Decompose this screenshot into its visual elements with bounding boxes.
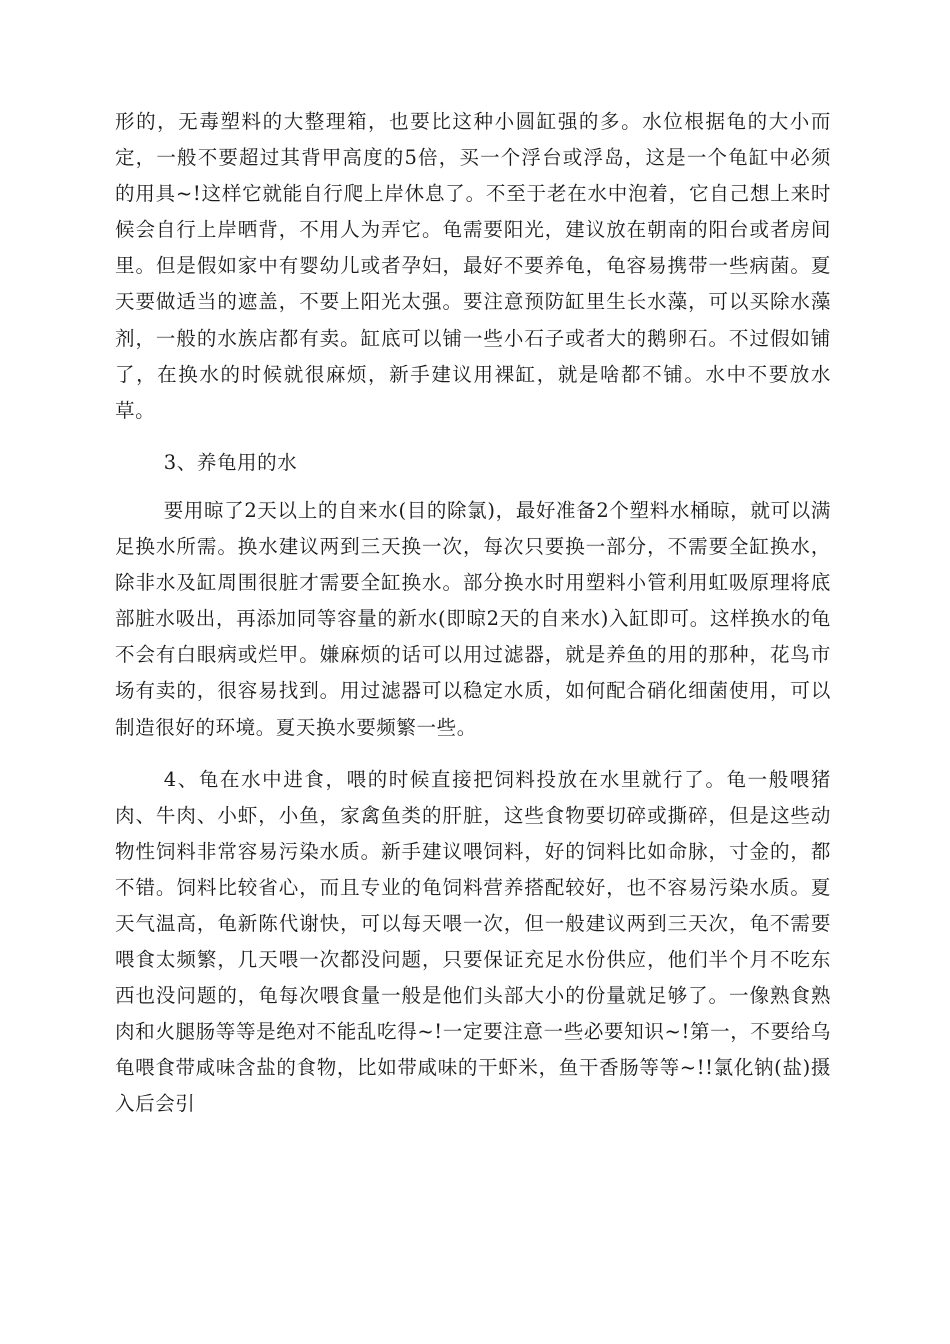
paragraph-feeding: 4、龟在水中进食，喂的时候直接把饲料投放在水里就行了。龟一般喂猪肉、牛肉、小虾，小鱼，家禽鱼类的肝脏，这些食物要切碎或撕碎，但是这些动物性饲料非常容易污染水质。新手建议喂饲料，好的饲料比如命脉，寸金的，都不错。饲料比较省心，而且专业的龟饲料营养搭配较好，也不容易污染水质。夏天气温高，龟新陈代谢快，可以每天喂一次，但一般建议两到三天次，龟不需要喂食太频繁，几天喂一次都没问题，只要保证充足水份供应，他们半个月不吃东西也没问题的，龟每次喂食量一般是他们头部大小的份量就足够了。一像熟食熟肉和火腿肠等等是绝对不能乱吃得~!一定要注意一些必要知识~!第一，不要给乌龟喂食带咸味含盐的食物，比如带咸味的干虾米，鱼干香肠等等~!!氯化钠(盐)摄入后会引: [115, 767, 831, 1116]
paragraph-tank-setup: 形的，无毒塑料的大整理箱，也要比这种小圆缸强的多。水位根据龟的大小而定，一般不要超过其背甲高度的5倍，买一个浮台或浮岛，这是一个龟缸中必须的用具~!这样它就能自行爬上岸休息了。不至于老在水中泡着，它自己想上来时候会自行上岸晒背，不用人为弄它。龟需要阳光，建议放在朝南的阳台或者房间里。但是假如家中有婴幼儿或者孕妇，最好不要养龟，龟容易携带一些病菌。夏天要做适当的遮盖，不要上阳光太强。要注意预防缸里生长水藻，可以买除水藻剂，一般的水族店都有卖。缸底可以铺一些小石子或者大的鹅卵石。不过假如铺了，在换水的时候就很麻烦，新手建议用裸缸，就是啥都不铺。水中不要放水草。: [115, 110, 831, 422]
section-heading-water: 3、养龟用的水: [163, 450, 298, 474]
document-page: [115, 104, 831, 1123]
paragraph-water: 要用晾了2天以上的自来水(目的除氯)，最好准备2个塑料水桶晾，就可以满足换水所需。换水建议两到三天换一次，每次只要换一部分，不需要全缸换水，除非水及缸周围很脏才需要全缸换水。部分换水时用塑料小管利用虹吸原理将底部脏水吸出，再添加同等容量的新水(即晾2天的自来水)入缸即可。这样换水的龟不会有白眼病或烂甲。嫌麻烦的话可以用过滤器，就是养鱼的用的那种，花鸟市场有卖的，很容易找到。用过滤器可以稳定水质，如何配合硝化细菌使用，可以制造很好的环境。夏天换水要频繁一些。: [115, 498, 831, 739]
